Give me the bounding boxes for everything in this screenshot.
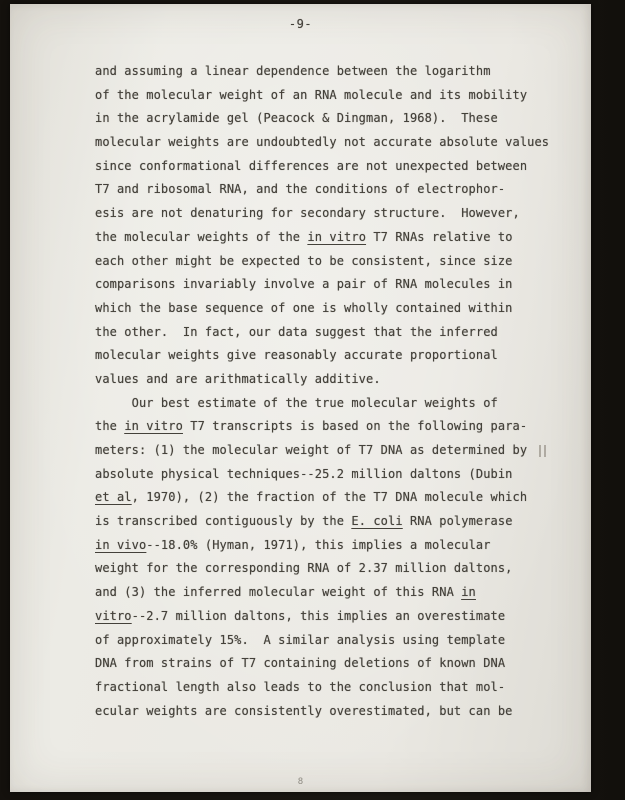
underlined-text: et al: [95, 490, 132, 505]
text-line: [95, 178, 565, 202]
text-line: [95, 676, 565, 700]
text-segment: the molecular weights of the: [95, 229, 308, 244]
text-segment: the: [95, 419, 125, 434]
text-segment: which the base sequence of one is wholly contained within: [95, 300, 513, 315]
underlined-text: in vitro: [307, 229, 367, 244]
page-number: -9-: [288, 17, 313, 31]
text-line: [95, 605, 565, 629]
text-line: [95, 700, 565, 724]
text-segment: ecular weights are consistently overestimated, but can be: [95, 703, 513, 718]
text-segment: weight for the corresponding RNA of 2.37 million daltons,: [95, 561, 513, 576]
footer-mark: 8: [297, 777, 304, 787]
text-segment: meters: (1) the molecular weight of T7 DNA as determined by: [95, 443, 528, 457]
text-line: [95, 510, 565, 534]
text-line: [95, 84, 565, 108]
text-segment: --18.0% (Hyman, 1971), this implies a molecular: [146, 537, 491, 552]
text-line: [95, 463, 565, 487]
text-line: [95, 202, 565, 226]
underlined-text: in: [461, 585, 476, 600]
text-segment: in the acrylamide gel (Peacock & Dingman, 1968). These: [95, 111, 498, 126]
text-segment: DNA from strains of T7 containing deletions of known DNA: [95, 656, 506, 671]
text-line: [95, 321, 565, 345]
text-line: [95, 297, 565, 321]
text-segment: esis are not denaturing for secondary structure. However,: [95, 206, 520, 221]
text-segment: values and are arithmatically additive.: [95, 371, 381, 386]
margin-marks-artifact: [539, 445, 547, 457]
text-line: [95, 107, 565, 131]
text-line: [95, 557, 565, 581]
text-line: [95, 581, 565, 605]
text-segment: RNA polymerase: [402, 514, 513, 529]
text-line: [95, 629, 565, 653]
text-line: [95, 273, 565, 297]
underlined-text: in vivo: [95, 537, 147, 552]
underlined-text: E. coli: [351, 514, 403, 529]
text-segment: comparisons invariably involve a pair of RNA molecules in: [95, 277, 513, 292]
text-segment: the other. In fact, our data suggest that the inferred: [95, 324, 498, 339]
text-segment: of approximately 15%. A similar analysis using template: [95, 632, 506, 647]
text-segment: --2.7 million daltons, this implies an overestimate: [131, 608, 506, 623]
text-segment: molecular weights are undoubtedly not accurate absolute values: [95, 135, 550, 150]
underlined-text: in vitro: [124, 419, 183, 434]
text-line: [95, 415, 565, 439]
text-line: [95, 155, 565, 179]
text-segment: since conformational differences are not unexpected between: [95, 158, 528, 173]
text-segment: and assuming a linear dependence between the logarithm: [95, 64, 491, 78]
text-segment: is transcribed contiguously by the: [95, 514, 352, 529]
text-line: [95, 439, 565, 463]
text-segment: of the molecular weight of an RNA molecule and its mobility: [95, 87, 528, 102]
document-body: [95, 60, 565, 723]
text-segment: , 1970), (2) the fraction of the T7 DNA molecule which: [131, 490, 528, 505]
text-segment: and (3) the inferred molecular weight of this RNA: [95, 585, 462, 600]
underlined-text: vitro: [95, 608, 132, 623]
text-segment: absolute physical techniques--25.2 million daltons (Dubin: [95, 466, 513, 481]
text-line: [95, 486, 565, 510]
text-line: [95, 392, 565, 416]
text-line: [95, 226, 565, 250]
text-segment: T7 transcripts is based on the following para-: [182, 419, 528, 434]
text-line: [95, 534, 565, 558]
text-segment: each other might be expected to be consistent, since size: [95, 253, 513, 268]
text-line: [95, 131, 565, 155]
text-line: [95, 344, 565, 368]
text-line: [95, 652, 565, 676]
text-line: [95, 368, 565, 392]
text-segment: T7 RNAs relative to: [366, 229, 513, 244]
text-segment: Our best estimate of the true molecular weights of: [95, 395, 498, 410]
text-segment: T7 and ribosomal RNA, and the conditions of electrophor-: [95, 182, 506, 197]
text-line: [95, 250, 565, 274]
text-segment: molecular weights give reasonably accurate proportional: [95, 348, 498, 363]
paper-page: [10, 4, 591, 792]
text-segment: fractional length also leads to the conclusion that mol-: [95, 679, 506, 694]
text-line: [95, 60, 565, 84]
